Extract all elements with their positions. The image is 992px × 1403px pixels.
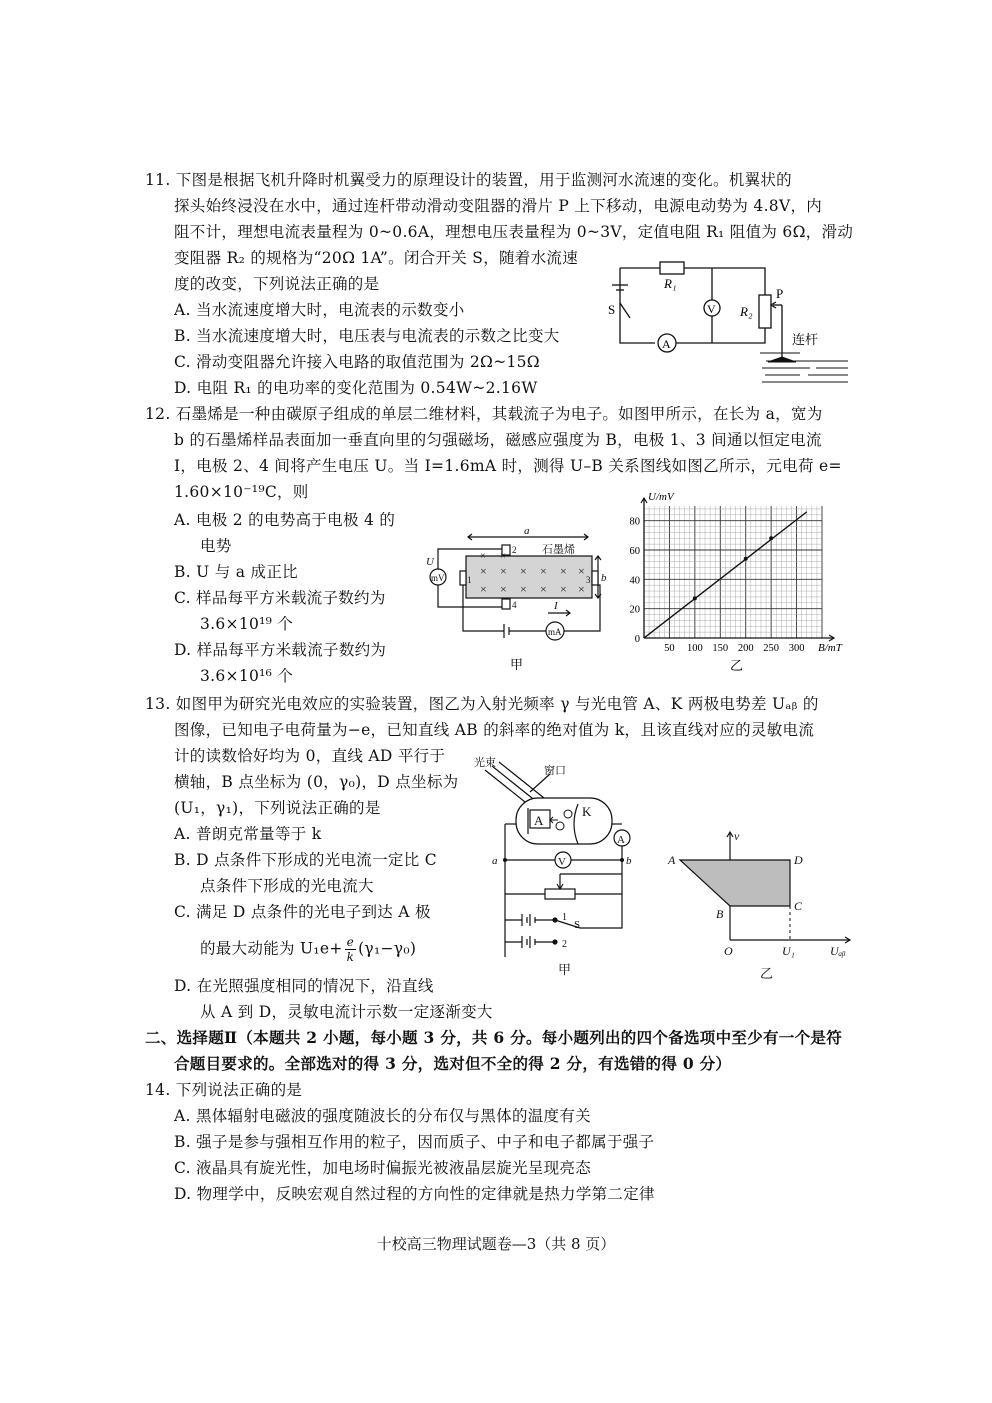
q11-line-3: 阻不计，理想电流表量程为 0~0.6A，理想电压表量程为 0~3V，定值电阻 R₁ 阻值为 6Ω，滑动 <box>174 223 854 241</box>
q12-cross-6: × <box>540 564 547 578</box>
q13-line-4: 横轴，B 点坐标为 (0，γ₀)，D 点坐标为 <box>174 773 459 791</box>
q13-shaded-region <box>680 860 790 906</box>
x-tick-label: 100 <box>686 643 703 654</box>
q12-option-a-cont: 电势 <box>200 537 232 555</box>
q12-ma-label: mA <box>548 627 562 637</box>
q11-voltmeter-label: V <box>707 302 716 316</box>
q11-option-c: C. 滑动变阻器允许接入电路的取值范围为 2Ω~15Ω <box>174 353 540 371</box>
q13-option-c-gamma: (γ₁−γ₀) <box>358 939 417 958</box>
y-tick-label: 60 <box>629 546 640 557</box>
q13-line-2: 图像，已知电子电荷量为−e，已知直线 AB 的斜率的绝对值为 k，且该直线对应的灵敏电流 <box>174 721 815 739</box>
q12-option-a: A. 电极 2 的电势高于电极 4 的 <box>174 511 396 529</box>
q12-option-c-cont: 3.6×10¹⁹ 个 <box>200 615 294 633</box>
ub-chart-grid <box>644 506 822 638</box>
q11-option-a: A. 当水流速度增大时，电流表的示数变小 <box>174 301 465 319</box>
q12-ub-chart <box>618 488 858 678</box>
q13-voltmeter-label: V <box>558 856 566 868</box>
section2-heading-1: 二、选择题Ⅱ（本题共 2 小题，每小题 3 分，共 6 分。每小题列出的四个备选项中至少有一个是符 <box>145 1028 842 1047</box>
q12-jia-caption: 甲 <box>510 657 524 670</box>
x-tick-label: 200 <box>737 643 754 654</box>
q13-option-d-cont: 从 A 到 D，灵敏电流计示数一定逐渐变大 <box>200 1003 493 1021</box>
q13-option-c-cont <box>200 935 416 964</box>
q12-electrode-1: 1 <box>467 575 472 585</box>
x-tick-label: 150 <box>712 643 729 654</box>
q11-ammeter-label: A <box>662 337 671 351</box>
data-point <box>769 536 773 540</box>
q12-cross-1: × <box>480 551 486 562</box>
q13-node-b <box>620 858 624 862</box>
q13-point-a-label: a <box>492 855 498 867</box>
ub-chart-caption: 乙 <box>730 658 744 673</box>
q14-stem: 14. 下列说法正确的是 <box>145 1081 303 1099</box>
section2-heading-2: 合题目要求的。全部选对的得 3 分，选对但不全的得 2 分，有选错的得 0 分） <box>174 1054 732 1073</box>
q12-i-label: I <box>554 600 558 612</box>
q13-fraction-den: k <box>346 950 355 964</box>
q13-point-a: A <box>668 853 676 867</box>
q12-line-4: 1.60×10⁻¹⁹C，则 <box>174 483 309 501</box>
q13-line-3: 计的读数恰好均为 0，直线 AD 平行于 <box>174 747 446 765</box>
q12-a-label: a <box>524 525 530 537</box>
y-tick-label: 40 <box>629 575 640 587</box>
q11-r1-label: R₁ <box>664 276 677 291</box>
q12-cross-3: × <box>480 564 487 578</box>
q14-option-b: B. 强子是参与强相互作用的粒子，因而质子、中子和电子都属于强子 <box>174 1133 655 1151</box>
q12-electrode-4: 4 <box>512 600 517 610</box>
x-tick-label: 50 <box>664 643 675 654</box>
q13-window-label: 窗口 <box>544 765 566 777</box>
q13-uab-label: Uₐᵦ <box>830 944 846 958</box>
q11-line-5: 度的改变，下列说法正确的是 <box>174 275 380 293</box>
q13-option-d: D. 在光照强度相同的情况下，沿直线 <box>174 977 434 995</box>
q12-cross-12: × <box>540 582 547 596</box>
q13-point-d: D <box>794 853 803 867</box>
q12-option-b: B. U 与 a 成正比 <box>174 563 298 581</box>
q12-cross-5: × <box>520 564 527 578</box>
q13-figure-jia <box>470 752 645 982</box>
q12-electrode-2: 2 <box>512 545 517 555</box>
q12-option-c: C. 样品每平方米载流子数约为 <box>174 589 386 607</box>
q13-jia-caption: 甲 <box>558 962 572 977</box>
q11-circuit-figure <box>600 258 860 392</box>
q11-line-4: 变阻器 R₂ 的规格为“20Ω 1A”。闭合开关 S，随着水流速 <box>174 249 579 267</box>
q13-figure-yi <box>660 822 860 982</box>
q13-option-c-energy: 的最大动能为 U₁e+ <box>200 939 343 958</box>
q13-point-c: C <box>794 899 803 913</box>
q13-node-a <box>503 858 507 862</box>
q14-option-d: D. 物理学中，反映宏观自然过程的方向性的定律就是热力学第二定律 <box>174 1185 655 1203</box>
q13-switch-2-label: 2 <box>562 939 567 950</box>
q12-electrode-3: 3 <box>586 575 591 585</box>
q12-material-label: 石墨烯 <box>542 544 575 556</box>
q12-cross-10: × <box>500 582 507 596</box>
q13-origin: O <box>724 944 733 958</box>
q11-line-1: 11. 下图是根据飞机升降时机翼受力的原理设计的装置，用于监测河水流速的变化。机翼状的 <box>145 171 792 189</box>
page-footer: 十校高三物理试题卷—3（共 8 页） <box>376 1235 616 1253</box>
q13-u1-label: U₁ <box>782 944 795 958</box>
q12-option-d: D. 样品每平方米载流子数约为 <box>174 641 387 659</box>
ub-chart-ylabel: U/mV <box>648 491 674 503</box>
data-point <box>693 596 697 600</box>
q11-p-label: P <box>776 286 784 301</box>
q11-rod-label: 连杆 <box>792 332 819 347</box>
q13-switch-label: S <box>574 919 581 931</box>
q13-beam-label: 光束 <box>474 757 496 769</box>
q11-option-b: B. 当水流速度增大时，电压表与电流表的示数之比变大 <box>174 327 560 345</box>
q13-fraction-num: e <box>346 935 355 949</box>
q13-point-b-label: b <box>626 855 632 867</box>
q12-line-1: 12. 石墨烯是一种由碳原子组成的单层二维材料，其载流子为电子。如图甲所示，在长为 a，宽为 <box>145 405 823 423</box>
ub-chart-axes <box>641 498 834 641</box>
q12-mv-label: mV <box>431 573 445 583</box>
q12-option-d-cont: 3.6×10¹⁶ 个 <box>200 667 294 685</box>
q13-fraction <box>345 935 356 964</box>
q12-figure-jia <box>420 525 610 670</box>
ub-chart-xlabel: B/mT <box>818 642 842 654</box>
q11-line-2: 探头始终浸没在水中，通过连杆带动滑动变阻器的滑片 P 上下移动，电源电动势为 4.8V，内 <box>174 197 823 215</box>
q14-option-a: A. 黑体辐射电磁波的强度随波长的分布仅与黑体的温度有关 <box>174 1107 591 1125</box>
y-tick-label: 20 <box>629 604 640 616</box>
q12-cross-9: × <box>480 582 487 596</box>
q13-switch-1-label: 1 <box>562 912 567 923</box>
q12-cross-11: × <box>520 582 527 596</box>
q12-cross-2: × <box>500 551 506 562</box>
y-tick-label: 0 <box>634 634 640 645</box>
y-tick-label: 80 <box>629 516 640 528</box>
q13-k-label: K <box>582 804 592 819</box>
q11-r2-label: R₂ <box>740 304 753 319</box>
q11-option-d: D. 电阻 R₁ 的电功率的变化范围为 0.54W~2.16W <box>174 379 538 397</box>
q12-u-label: U <box>426 556 434 568</box>
q13-line-1: 13. 如图甲为研究光电效应的实验装置，图乙为入射光频率 γ 与光电管 A、K 两极电势差 Uₐᵦ 的 <box>145 695 819 713</box>
data-point <box>744 557 748 561</box>
q12-b-label: b <box>601 572 607 584</box>
q12-cross-13: × <box>560 582 567 596</box>
q13-nu-label: ν <box>734 829 740 843</box>
q14-option-c: C. 液晶具有旋光性，加电场时偏振光被液晶层旋光呈现亮态 <box>174 1159 592 1177</box>
q12-cross-7: × <box>560 564 567 578</box>
q12-cross-4: × <box>500 564 507 578</box>
q13-yi-caption: 乙 <box>760 966 774 981</box>
q12-cross-8: × <box>578 564 585 578</box>
q13-a-electrode-label: A <box>534 813 544 828</box>
x-tick-label: 300 <box>788 643 805 654</box>
q12-line-3: I，电极 2、4 间将产生电压 U。当 I=1.6mA 时，测得 U–B 关系图线如图乙所示，元电荷 e= <box>174 457 842 475</box>
q11-s-label: S <box>608 302 616 317</box>
q13-option-a: A. 普朗克常量等于 k <box>174 825 322 843</box>
q13-galvanometer-label: A <box>617 834 625 846</box>
x-tick-label: 250 <box>763 643 780 654</box>
q13-option-c: C. 满足 D 点条件的光电子到达 A 极 <box>174 903 431 921</box>
q13-option-b-cont: 点条件下形成的光电流大 <box>200 877 374 895</box>
q13-option-b: B. D 点条件下形成的光电流一定比 C <box>174 851 437 869</box>
q12-line-2: b 的石墨烯样品表面加一垂直向里的匀强磁场，磁感应强度为 B，电极 1、3 间通以恒定电流 <box>174 431 822 449</box>
q12-cross-14: × <box>578 582 585 596</box>
q13-line-5: (U₁，γ₁)，下列说法正确的是 <box>174 799 381 817</box>
q13-point-b: B <box>716 907 724 921</box>
